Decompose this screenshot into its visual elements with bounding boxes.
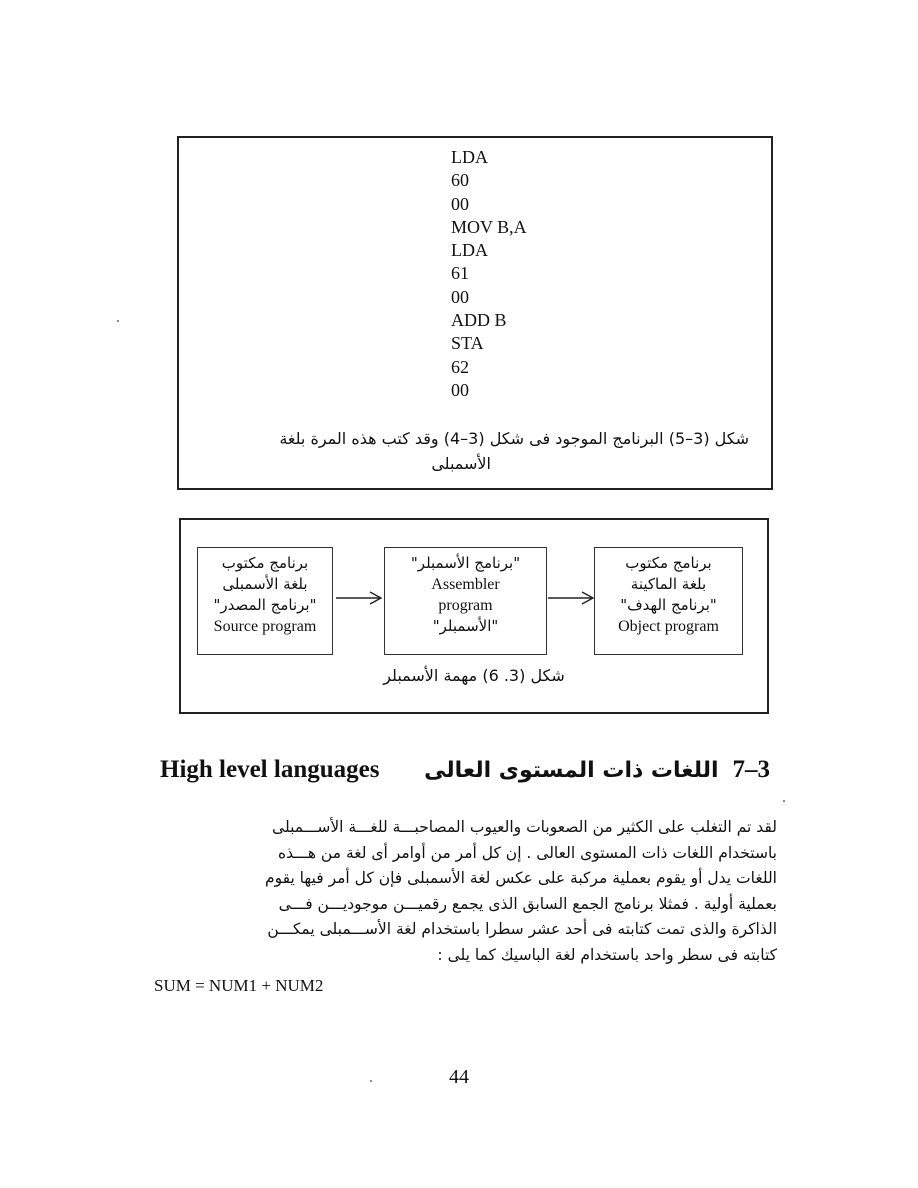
section-title-ar: اللغات ذات المستوى العالى — [424, 758, 719, 783]
section-number: 7–3 — [732, 756, 770, 783]
section-heading — [160, 756, 770, 790]
source-label-ar-2: بلغة الأسمبلى — [222, 575, 308, 593]
paragraph-line: باستخدام اللغات ذات المستوى العالى . إن كل أمر من أوامر أى لغة من هـــذه — [277, 843, 777, 862]
assembler-label-en-2: program — [438, 597, 493, 614]
scan-speck — [783, 800, 785, 802]
arrow-right-icon — [336, 591, 382, 605]
object-label-ar-1: برنامج مكتوب — [625, 554, 712, 572]
paragraph-line: الذاكرة والذى تمت كتابته فى أحد عشر سطرا باستخدام لغة الأســـمبلى يمكـــن — [267, 920, 777, 938]
object-label-en: Object program — [618, 618, 719, 635]
page-number: 44 — [449, 1066, 469, 1088]
code-line: LDA — [451, 147, 488, 167]
paragraph-line: بعملية أولية . فمثلا برنامج الجمع السابق الذى يجمع رقميـــن موجوديـــن فـــى — [278, 894, 777, 913]
source-program-node — [197, 547, 333, 655]
assembler-program-node — [384, 547, 547, 655]
code-line: ADD B — [451, 310, 507, 331]
code-line: 00 — [451, 379, 469, 400]
basic-formula: SUM = NUM1 + NUM2 — [154, 976, 324, 995]
arrow-right-icon — [548, 591, 594, 605]
object-program-node — [594, 547, 743, 655]
object-label-ar-3: "برنامج الهدف" — [620, 596, 717, 614]
paragraph-line: اللغات يدل أو يقوم بعملية مركبة على عكس لغة الأسمبلى فإن كل أمر فيها يقوم — [265, 869, 777, 887]
source-label-ar-3: "برنامج المصدر" — [213, 596, 317, 614]
code-line: 62 — [451, 356, 469, 377]
figure-3-6-caption: شكل (3. 6) مهمة الأسمبلر — [383, 666, 565, 685]
figure-3-6-box — [179, 518, 769, 714]
assembler-label-ar-1: "برنامج الأسمبلر" — [410, 554, 521, 572]
assembler-label-ar-2: "الأسمبلر" — [432, 617, 499, 635]
code-line: 61 — [451, 263, 469, 284]
paragraph-line: لقد تم التغلب على الكثير من الصعوبات والعيوب المصاحبـــة للغـــة الأســـمبلى — [272, 818, 777, 836]
assembly-code-listing — [451, 146, 527, 402]
code-line: LDA — [451, 240, 488, 261]
caption-line-1: شكل (3–5) البرنامج الموجود فى شكل (3–4) وقد كتب هذه المرة بلغة — [279, 429, 749, 448]
source-label-ar-1: برنامج مكتوب — [221, 554, 309, 572]
caption-line-2: الأسمبلى — [431, 454, 491, 473]
paragraph-line: كتابته فى سطر واحد باستخدام لغة الباسيك كما يلى : — [437, 945, 777, 964]
scan-speck — [117, 320, 119, 322]
figure-3-5-caption — [189, 426, 749, 476]
code-line: MOV B,A — [451, 216, 527, 237]
source-label-en: Source program — [213, 618, 317, 635]
assembler-label-en-1: Assembler — [431, 576, 500, 593]
code-line: 00 — [451, 193, 469, 214]
scan-speck — [370, 1080, 372, 1082]
object-label-ar-2: بلغة الماكينة — [630, 575, 707, 593]
body-paragraph — [152, 815, 777, 968]
figure-3-5-box — [177, 136, 773, 490]
section-title-en: High level languages — [160, 756, 380, 783]
code-line: 60 — [451, 170, 469, 191]
code-line: 00 — [451, 286, 469, 307]
code-line: STA — [451, 333, 484, 354]
